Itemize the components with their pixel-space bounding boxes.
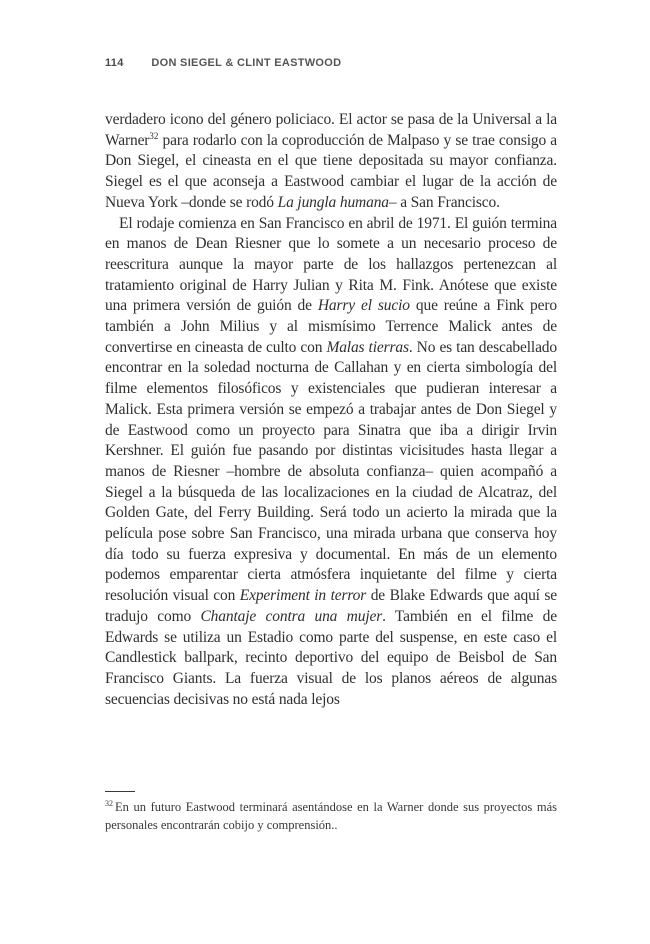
page-number: 114 (105, 57, 124, 69)
paragraph (105, 214, 557, 711)
text-run: . No es tan descabellado encontrar en la soledad nocturna de Callahan y en cierta simbología del filme elementos filosóficos y existenciales que pudieran interesar a Malick. Esta primera versión se empezó a trabajar antes de Don Siegel y de Eastwood como un proyecto para Sinatra que iba a dirigir Irvin Kershner. El guión fue pasando por distintas vicisitudes hasta llegar a manos de Riesner –hombre de absoluta confianza– quien acompañó a Siegel a la búsqueda de las localizaciones en la ciudad de Alcatraz, del Golden Gate, del Ferry Building. Será todo un acierto la mirada que la película pose sobre San Francisco, una mirada urbana que conserva hoy día todo su fuerza expresiva y documental. En más de un elemento podemos emparentar cierta atmósfera inquietante del filme y cierta resolución visual con (105, 338, 558, 605)
footnote-marker: 32 (105, 798, 113, 808)
footnote-reference: 32 (149, 130, 159, 141)
text-run: . También en el filme de Edwards se utiliza un Estadio como parte del suspense, en este caso el Candlestick ballpark, recinto deportivo del equipo de Beisbol de San Francisco Giants. La fuerza visual de los planos aéreos de algunas secuencias decisivas no está nada lejos (105, 607, 557, 708)
paragraph (105, 110, 557, 214)
text-run: que reúne a Fink pero también a John Milius y al mismísimo Terrence Malick antes de convertirse en cineasta de culto con (105, 297, 557, 356)
text-run: para rodarlo con la coproducción de Malpaso y se trae consigo a Don Siegel, el cineasta en el que tiene depositada su mayor confianza. Siegel es el que aconseja a Eastwood cambiar el lugar de la acción de Nueva York –donde se rodó (105, 131, 557, 211)
body-text (105, 110, 557, 710)
text-run: – a San Francisco. (388, 193, 500, 211)
text-run: verdadero icono del género policiaco. El actor se pasa de la Universal a la Warner (105, 111, 557, 149)
work-title: Malas tierras (326, 338, 409, 356)
work-title: Chantaje contra una mujer (200, 607, 383, 625)
footnote-rule (105, 791, 135, 792)
work-title: La jungla humana (277, 193, 389, 211)
work-title: Experiment in terror (239, 587, 367, 605)
page-header (105, 57, 557, 69)
work-title: Harry el sucio (317, 297, 410, 315)
footnote-text: En un futuro Eastwood terminará asentándose en la Warner donde sus proyectos más personales encontrarán cobijo y comprensión.. (105, 800, 557, 832)
text-run: de Blake Edwards que aquí se tradujo como (105, 587, 557, 625)
footnote (105, 799, 557, 834)
text-run: El rodaje comienza en San Francisco en abril de 1971. El guión termina en manos de Dean Riesner que lo somete a un necesario proceso de reescritura aunque la mayor parte de los hallazgos pertenezcan al tratamiento original de Harry Julian y Rita M. Fink. Anótese que existe una primera versión de guión de (105, 214, 557, 315)
running-title: DON SIEGEL & CLINT EASTWOOD (151, 57, 342, 69)
